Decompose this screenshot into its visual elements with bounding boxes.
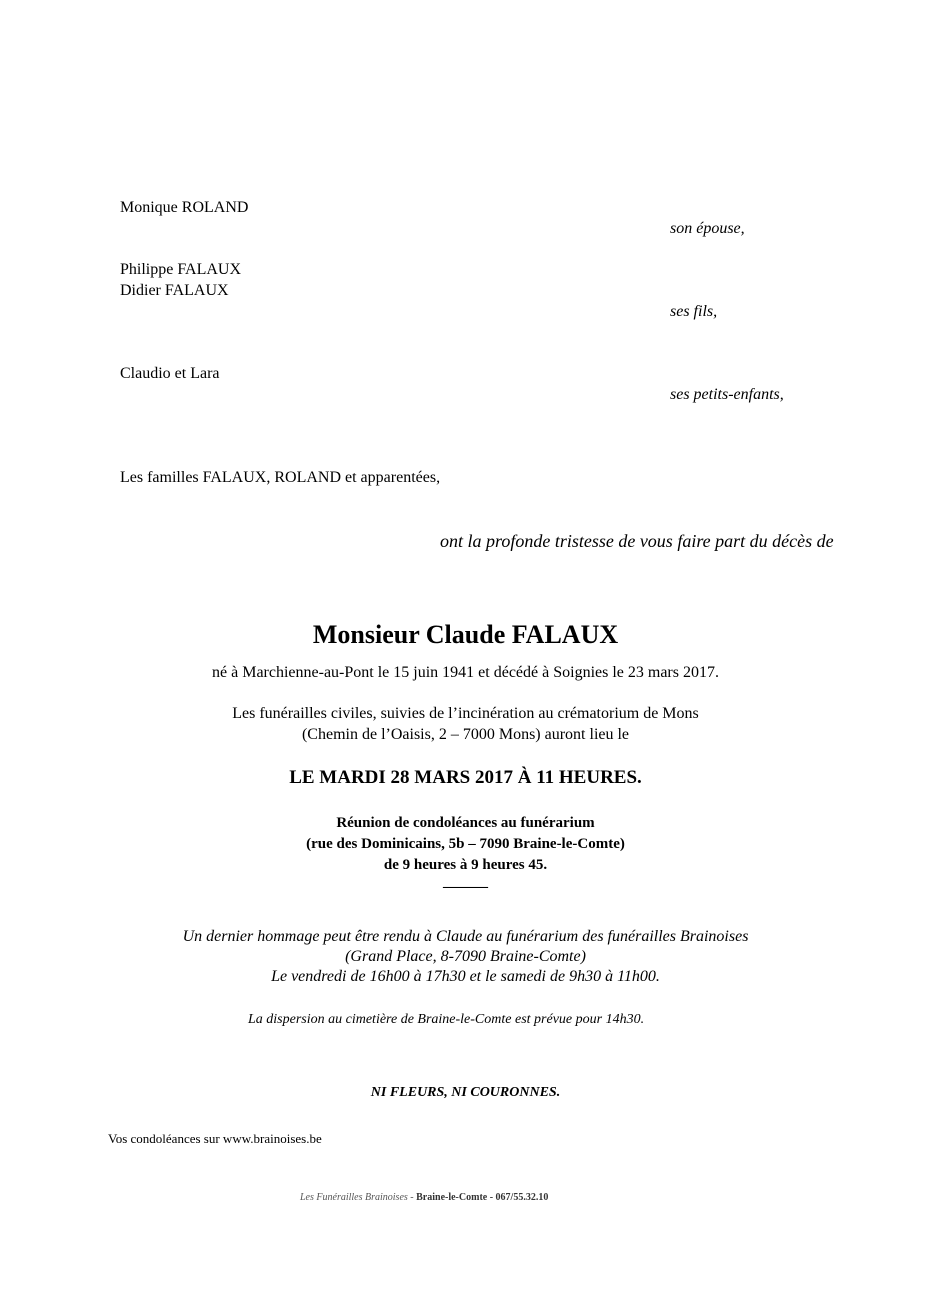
deceased-name: Monsieur Claude FALAUX <box>312 620 619 649</box>
grandchildren-names: Claudio et Lara <box>120 365 220 382</box>
announcement: ont la profonde tristesse de vous faire part du décès de <box>440 531 834 551</box>
son-name: Didier FALAUX <box>120 282 229 299</box>
online-condolences: Vos condoléances sur www.brainoises.be <box>108 1131 322 1146</box>
tribute-line2: (Grand Place, 8-7090 Braine-Comte) <box>345 948 586 965</box>
condolences-line3: de 9 heures à 9 heures 45. <box>383 857 548 873</box>
tribute-line1: Un dernier hommage peut être rendu à Claude au funérarium des funérailles Brainoises <box>182 928 749 945</box>
families-line: Les familles FALAUX, ROLAND et apparentées, <box>120 469 441 486</box>
son-name: Philippe FALAUX <box>120 261 242 278</box>
grandchildren-role: ses petits-enfants, <box>670 386 784 403</box>
funeral-line1: Les funérailles civiles, suivies de l’incinération au crématorium de Mons <box>232 705 699 722</box>
condolences-line1: Réunion de condoléances au funérarium <box>336 815 595 831</box>
footer-separator: - <box>407 1192 417 1203</box>
separator: ______ <box>443 874 488 890</box>
funeral-line2: (Chemin de l’Oaisis, 2 – 7000 Mons) auront lieu le <box>301 726 630 743</box>
footer <box>300 1192 548 1204</box>
spouse-role: son épouse, <box>670 220 745 237</box>
sons-role: ses fils, <box>670 303 718 320</box>
no-flowers: NI FLEURS, NI COURONNES. <box>370 1085 561 1100</box>
tribute-line3: Le vendredi de 16h00 à 17h30 et le samedi de 9h30 à 11h00. <box>271 968 660 985</box>
dispersion: La dispersion au cimetière de Braine-le-Comte est prévue pour 14h30. <box>248 1012 645 1027</box>
footer-details: Braine-le-Comte - 067/55.32.10 <box>416 1192 549 1203</box>
funeral-date: LE MARDI 28 MARS 2017 À 11 HEURES. <box>289 767 642 788</box>
spouse-name: Monique ROLAND <box>120 199 249 216</box>
footer-company: Les Funérailles Brainoises <box>300 1192 408 1203</box>
deceased-dates: né à Marchienne-au-Pont le 15 juin 1941 et décédé à Soignies le 23 mars 2017. <box>212 664 719 681</box>
condolences-line2: (rue des Dominicains, 5b – 7090 Braine-le-Comte) <box>306 836 625 852</box>
